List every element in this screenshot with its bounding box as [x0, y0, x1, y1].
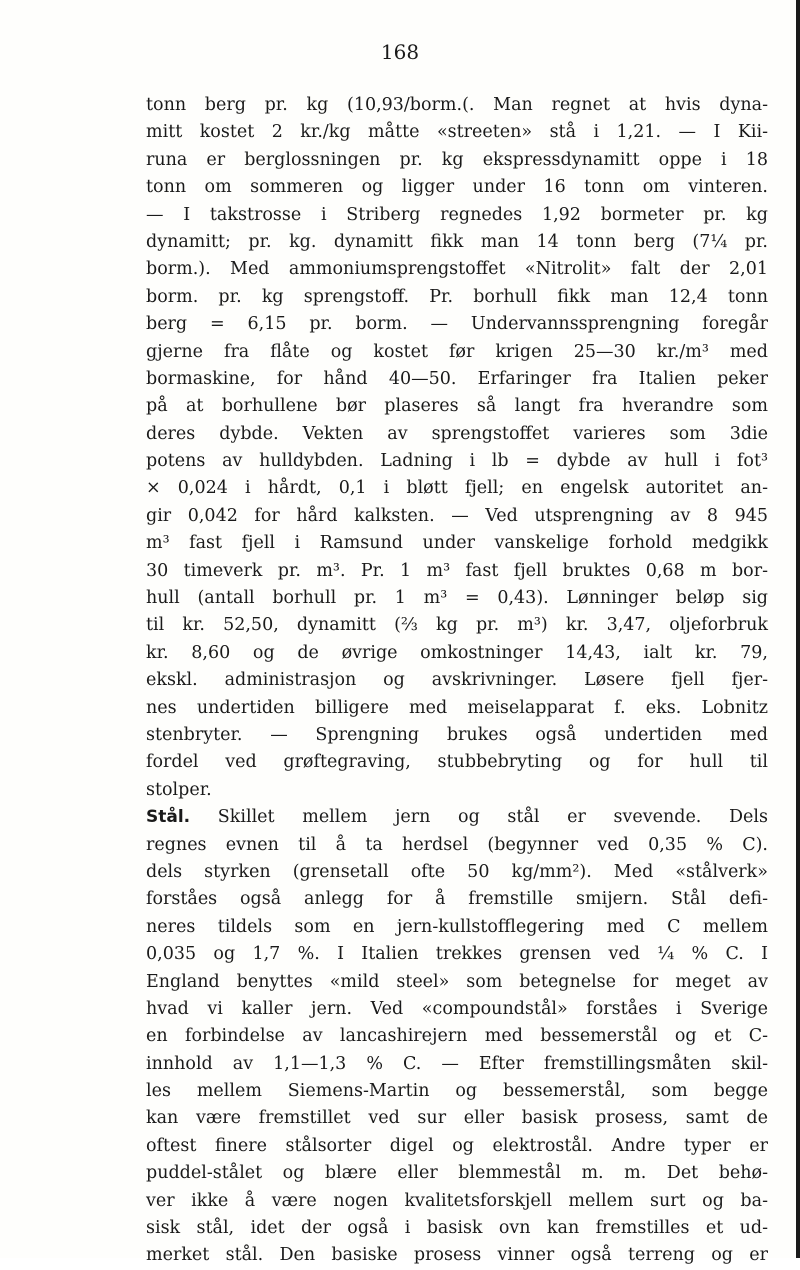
text-line: stolper. — [146, 779, 212, 800]
text-line: deres dybde. Vekten av sprengstoffet varieres som 3die — [146, 423, 768, 444]
text-line: runa er berglossningen pr. kg ekspressdynamitt oppe i 18 — [146, 149, 768, 170]
text-line: sisk stål, idet der også i basisk ovn kan fremstilles et ud- — [146, 1218, 768, 1239]
text-line: × 0,024 i hårdt, 0,1 i bløtt fjell; en engelsk autoritet an- — [146, 478, 768, 499]
text-line: borm.). Med ammoniumsprengstoffet «Nitrolit» falt der 2,01 — [146, 259, 768, 280]
body-text — [146, 92, 768, 1270]
text-line: berg = 6,15 pr. borm. — Undervannssprengning foregår — [146, 314, 768, 335]
text-line: hull (antall borhull pr. 1 m³ = 0,43). Lønninger beløp sig — [146, 588, 768, 609]
steel-heading: Stål. — [146, 807, 191, 828]
text-line: oftest finere stålsorter digel og elektrostål. Andre typer er — [146, 1135, 768, 1156]
text-line: gir 0,042 for hård kalksten. — Ved utsprengning av 8 945 — [146, 505, 768, 526]
text-line: potens av hulldybden. Ladning i lb = dybde av hull i fot³ — [146, 451, 768, 472]
text-line: borm. pr. kg sprengstoff. Pr. borhull fikk man 12,4 tonn — [146, 286, 768, 307]
text-line: ver ikke å være nogen kvalitetsforskjell mellem surt og ba- — [146, 1190, 768, 1211]
text-line: 0,035 og 1,7 %. I Italien trekkes grensen ved ¼ % C. I — [146, 944, 768, 965]
page-edge-shadow — [796, 0, 800, 1258]
text-line: forståes også anlegg for å fremstille smijern. Stål defi- — [146, 889, 768, 910]
text-line: merket stål. Den basiske prosess vinner også terreng og er — [146, 1245, 768, 1266]
text-line: stenbryter. — Sprengning brukes også undertiden med — [146, 724, 768, 745]
text-line: tonn berg pr. kg (10,93/borm.(. Man regnet at hvis dyna- — [146, 95, 768, 115]
text-line: puddel-stålet og blære eller blemmestål m. m. Det behø- — [146, 1163, 768, 1184]
text-line: m³ fast fjell i Ramsund under vanskelige forhold medgikk — [146, 533, 768, 554]
text-line: til kr. 52,50, dynamitt (⅔ kg pr. m³) kr. 3,47, oljeforbruk — [146, 615, 768, 636]
steel-paragraph-first-line — [146, 804, 768, 831]
text-line: England benyttes «mild steel» som betegnelse for meget av — [146, 971, 768, 992]
text-line: på at borhullene bør plaseres så langt fra hverandre som — [146, 396, 768, 417]
text-line: regnes evnen til å ta herdsel (begynner ved 0,35 % C). — [146, 834, 768, 855]
steel-first-line-text: Skillet mellem jern og stål er svevende. Dels — [217, 807, 768, 828]
text-line: dels styrken (grensetall ofte 50 kg/mm²). Med «stålverk» — [146, 861, 768, 882]
text-line: innhold av 1,1—1,3 % C. — Efter fremstillingsmåten skil- — [146, 1053, 768, 1074]
text-line: neres tildels som en jern-kullstofflegering med C mellem — [146, 916, 768, 937]
text-line: kr. 8,60 og de øvrige omkostninger 14,43, ialt kr. 79, — [146, 642, 768, 663]
text-line: fordel ved grøftegraving, stubbebryting og for hull til — [146, 752, 768, 773]
text-line: en forbindelse av lancashirejern med bessemerstål og et C- — [146, 1026, 768, 1047]
text-line: tonn om sommeren og ligger under 16 tonn om vinteren. — [146, 177, 768, 198]
text-line: hvad vi kaller jern. Ved «compoundstål» forståes i Sverige — [146, 998, 768, 1019]
text-line: 30 timeverk pr. m³. Pr. 1 m³ fast fjell bruktes 0,68 m bor- — [146, 560, 768, 581]
text-line: ekskl. administrasjon og avskrivninger. Løsere fjell fjer- — [146, 670, 768, 691]
page-number: 168 — [380, 40, 420, 64]
text-line: gjerne fra flåte og kostet før krigen 25—30 kr./m³ med — [146, 341, 768, 362]
text-line: mitt kostet 2 kr./kg måtte «streeten» stå i 1,21. — I Kii- — [146, 122, 768, 143]
text-line: — I takstrosse i Striberg regnedes 1,92 bormeter pr. kg — [146, 204, 768, 225]
text-line: kan være fremstillet ved sur eller basisk prosess, samt de — [146, 1108, 768, 1129]
text-line: bormaskine, for hånd 40—50. Erfaringer fra Italien peker — [146, 368, 768, 389]
text-line: les mellem Siemens-Martin og bessemerstål, som begge — [146, 1081, 768, 1102]
text-line: dynamitt; pr. kg. dynamitt fikk man 14 tonn berg (7¼ pr. — [146, 231, 768, 252]
text-line: nes undertiden billigere med meiselapparat f. eks. Lobnitz — [146, 697, 768, 718]
